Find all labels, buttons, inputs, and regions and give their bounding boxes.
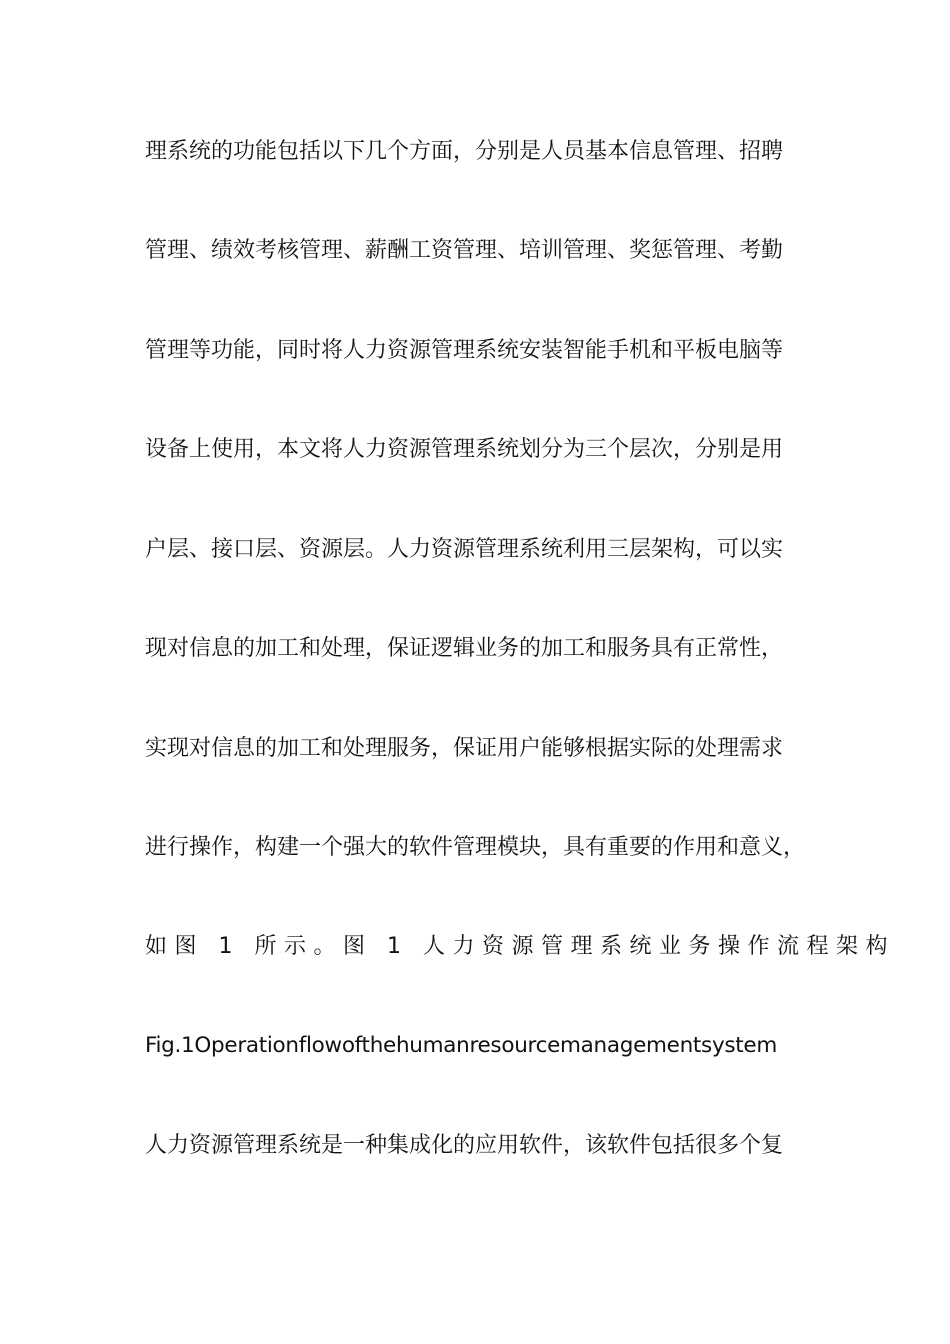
paragraph-line: 设备上使用，本文将人力资源管理系统划分为三个层次，分别是用 [145,437,784,462]
paragraph-line: 人力资源管理系统是一种集成化的应用软件，该软件包括很多个复 [145,1133,784,1158]
paragraph-line: 现对信息的加工和处理，保证逻辑业务的加工和服务具有正常性， [145,636,784,661]
paragraph-line: 进行操作，构建一个强大的软件管理模块，具有重要的作用和意义， [145,835,806,860]
paragraph-line: 户层、接口层、资源层。人力资源管理系统利用三层架构，可以实 [145,537,784,562]
paragraph-line: 实现对信息的加工和处理服务，保证用户能够根据实际的处理需求 [145,736,784,761]
paragraph-line: 理系统的功能包括以下几个方面，分别是人员基本信息管理、招聘 [145,139,784,164]
paragraph-line: 管理等功能，同时将人力资源管理系统安装智能手机和平板电脑等 [145,338,784,363]
figure-caption-english: Fig.1Operationflowofthehumanresourcemanagementsystem [145,1033,777,1058]
figure-caption-chinese: 如图 1 所示。图 1 人力资源管理系统业务操作流程架构 [145,934,895,959]
paragraph-line: 管理、绩效考核管理、薪酬工资管理、培训管理、奖惩管理、考勤 [145,238,784,263]
